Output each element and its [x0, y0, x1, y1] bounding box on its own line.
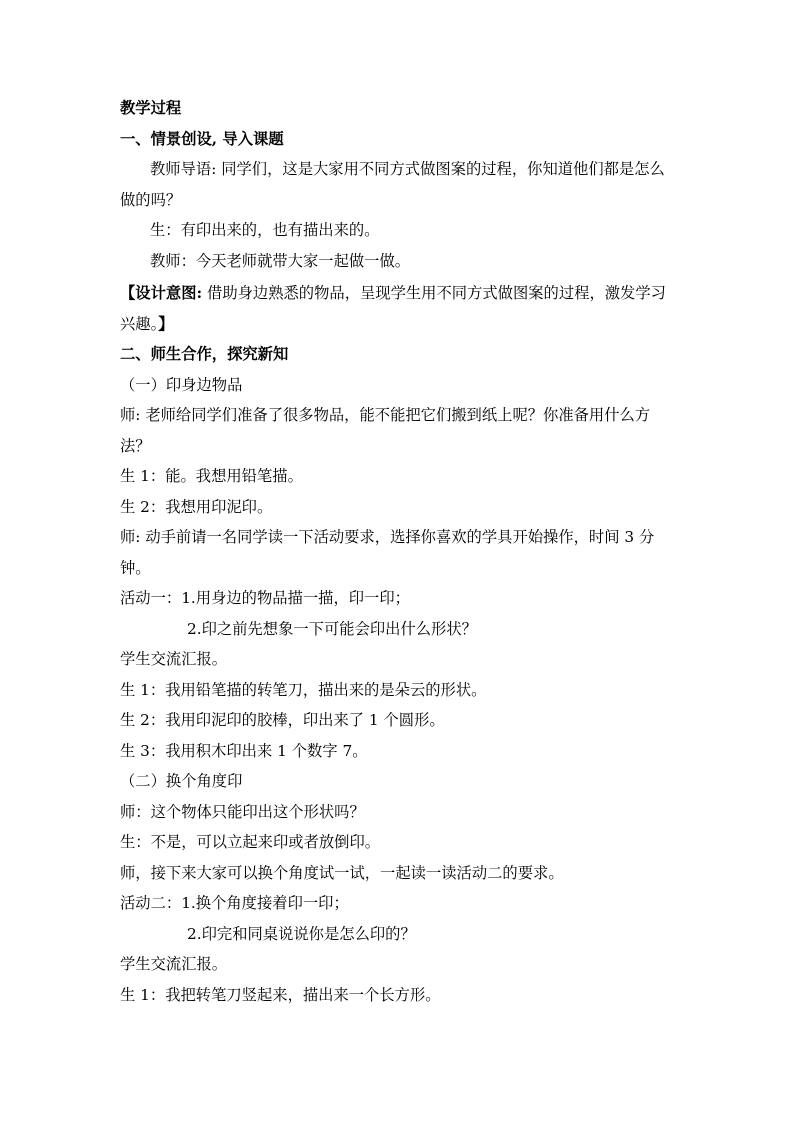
activity-2-line-1: 活动二：1.换个角度接着印一印；: [120, 894, 349, 912]
activity-1-line-1: 活动一：1.用身边的物品描一描，印一印；: [120, 589, 410, 607]
paragraph-teacher-intro: 教师导语: 同学们，这是大家用不同方式做图案的过程，你知道他们都是怎么做的吗？: [120, 160, 665, 209]
activity-2-line-2: 2.印完和同桌说说你是怎么印的？: [187, 924, 416, 943]
paragraph-student-answer: 生：有印出来的，也有描出来的。: [150, 221, 380, 239]
design-intent-close: 】: [158, 314, 174, 333]
design-intent-note: [120, 278, 676, 339]
teacher-question-4: 师，接下来大家可以换个角度试一试，一起读一读活动二的要求。: [120, 863, 564, 882]
student-answer-3: 生：不是，可以立起来印或者放倒印。: [120, 833, 381, 851]
report-1-student-2: 生 2：我用印泥印的胶棒，印出来了 1 个圆形。: [120, 711, 445, 729]
design-intent-body: 借助身边熟悉的物品，呈现学生用不同方式做图案的过程，激发学习兴趣。: [120, 284, 666, 333]
student-answer-1: 生 1：能。我想用铅笔描。: [120, 467, 303, 485]
report-1-student-1: 生 1：我用铅笔描的转笔刀，描出来的是朵云的形状。: [120, 680, 487, 699]
report-2: 学生交流汇报。: [120, 955, 228, 973]
teacher-question-3: 师：这个物体只能印出这个形状吗？: [120, 802, 365, 821]
heading-1: 一、情景创设, 导入课题: [120, 129, 284, 148]
document-body: [120, 93, 676, 1010]
subheading-1: （一）印身边物品: [120, 375, 243, 394]
design-intent-colon: :: [196, 284, 203, 302]
activity-1-line-2: 2.印之前先想象一下可能会印出什么形状？: [187, 619, 477, 638]
student-answer-2: 生 2：我想用印泥印。: [120, 497, 273, 516]
paragraph-teacher-lead: 教师：今天老师就带大家一起做一做。: [150, 251, 411, 270]
report-1-student-3: 生 3：我用积木印出来 1 个数字 7。: [120, 741, 368, 760]
report-2-student-1: 生 1：我把转笔刀竖起来，描出来一个长方形。: [120, 985, 441, 1004]
section-title: 教学过程: [120, 99, 182, 117]
teacher-question-1: 师: 老师给同学们准备了很多物品，能不能把它们搬到纸上呢？你准备用什么方法？: [120, 406, 651, 455]
report-1: 学生交流汇报。: [120, 650, 228, 668]
design-intent-open: 【设计意图: [120, 284, 197, 302]
teacher-question-2: 师: 动手前请一名同学读一下活动要求，选择你喜欢的学具开始操作，时间 3 分钟。: [120, 528, 655, 577]
subheading-2: （二）换个角度印: [120, 772, 243, 790]
heading-2: 二、师生合作，探究新知: [120, 345, 289, 363]
